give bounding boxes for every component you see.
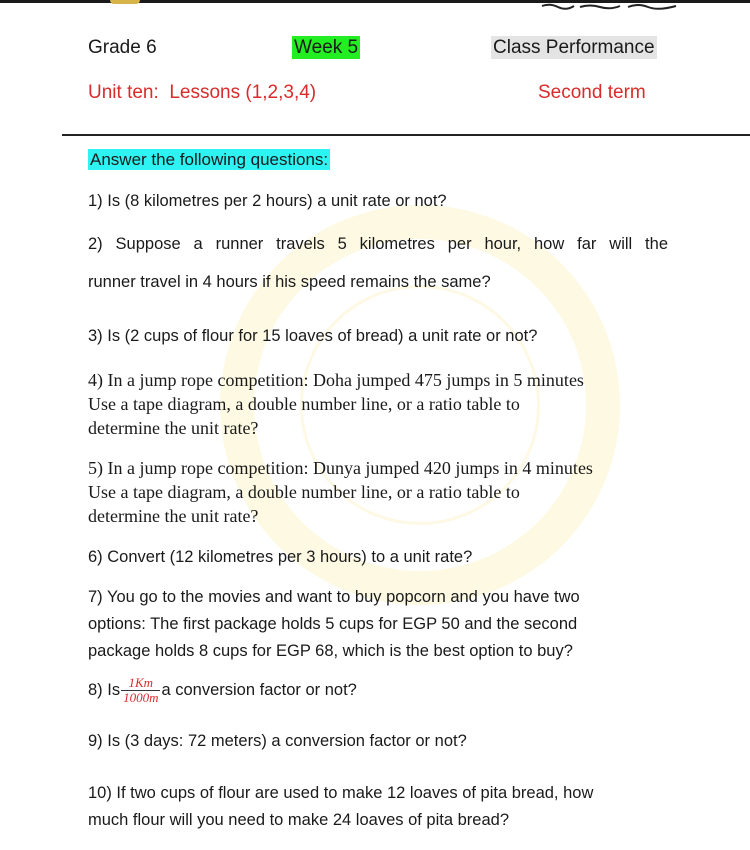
week-badge — [292, 37, 360, 59]
question-5-line-2: Use a tape diagram, a double number line, or a ratio table to — [88, 482, 520, 502]
term-label: Second term — [538, 82, 646, 103]
question-5-line-3: determine the unit rate? — [88, 506, 259, 526]
question-8-prefix: 8) Is — [88, 680, 121, 699]
instructions — [88, 146, 673, 173]
question-1: 1) Is (8 kilometres per 2 hours) a unit rate or not? — [88, 192, 447, 210]
fraction-denominator: 1000m — [123, 690, 159, 705]
week-label: Week 5 — [294, 37, 359, 58]
arabic-heading-fragment — [540, 2, 680, 10]
unit-label: Unit ten: Lessons (1,2,3,4) — [88, 82, 317, 103]
logo-fragment — [110, 0, 140, 4]
question-4-line-2: Use a tape diagram, a double number line, or a ratio table to — [88, 394, 520, 414]
question-2-line-1: 2) Suppose a runner travels 5 kilometres per hour, how far will the — [88, 235, 668, 253]
question-4-line-3: determine the unit rate? — [88, 418, 259, 438]
question-2-line-2: runner travel in 4 hours if his speed remains the same? — [88, 273, 491, 291]
question-7 — [88, 584, 673, 665]
question-10-line-2: much flour will you need to make 24 loaves of pita bread? — [88, 811, 509, 829]
question-7-line-1: 7) You go to the movies and want to buy popcorn and you have two — [88, 588, 580, 606]
question-8-suffix: a conversion factor or not? — [161, 680, 357, 699]
instructions-text: Answer the following questions: — [90, 150, 329, 169]
question-10 — [88, 780, 673, 834]
question-9: 9) Is (3 days: 72 meters) a conversion factor or not? — [88, 732, 467, 750]
question-4-line-1: 4) In a jump rope competition: Doha jumped 475 jumps in 5 minutes — [88, 370, 584, 390]
question-10-line-1: 10) If two cups of flour are used to make 12 loaves of pita bread, how — [88, 784, 594, 802]
performance-label: Class Performance — [493, 37, 655, 58]
question-6: 6) Convert (12 kilometres per 3 hours) to a unit rate? — [88, 548, 473, 566]
question-7-line-2: options: The first package holds 5 cups for EGP 50 and the second — [88, 615, 578, 633]
question-7-line-3: package holds 8 cups for EGP 68, which is the best option to buy? — [88, 642, 573, 660]
question-5 — [88, 456, 673, 528]
km-per-m-fraction — [121, 676, 160, 705]
header-divider — [62, 134, 750, 136]
question-3: 3) Is (2 cups of flour for 15 loaves of bread) a unit rate or not? — [88, 327, 538, 345]
performance-badge — [491, 37, 657, 59]
question-4 — [88, 368, 673, 440]
question-8 — [88, 676, 673, 705]
fraction-numerator: 1Km — [121, 676, 160, 691]
grade-label: Grade 6 — [88, 37, 157, 58]
question-5-line-1: 5) In a jump rope competition: Dunya jumped 420 jumps in 4 minutes — [88, 458, 593, 478]
